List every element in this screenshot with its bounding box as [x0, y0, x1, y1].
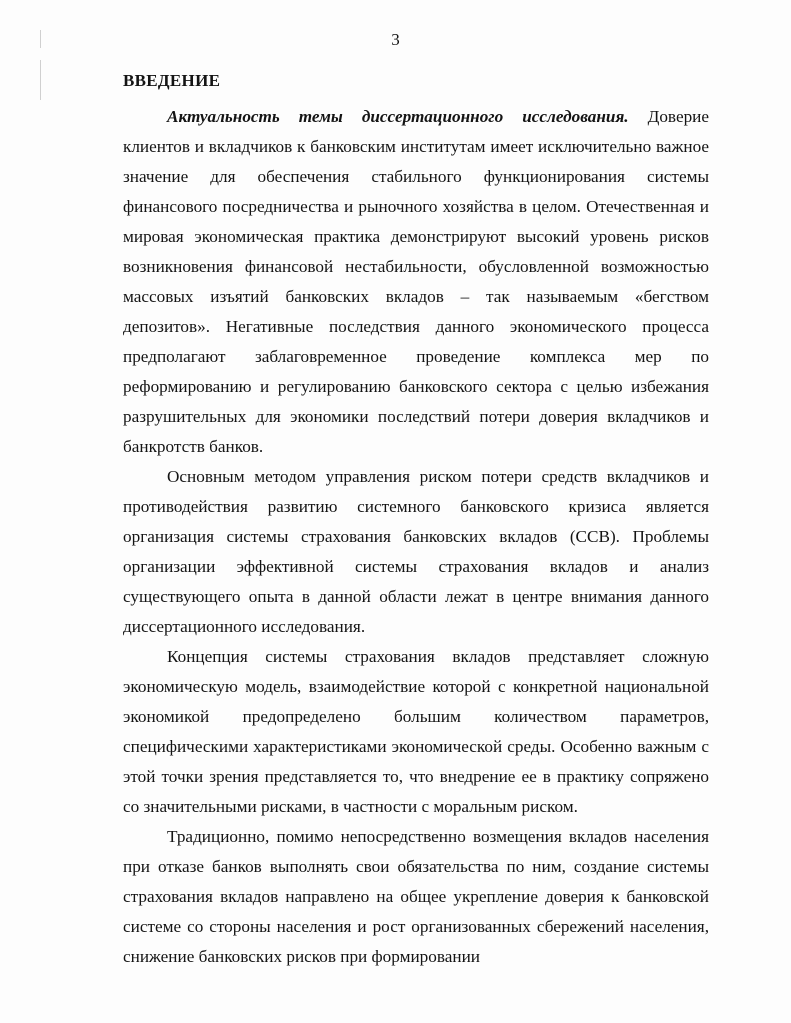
page-number: 3 — [391, 30, 400, 49]
paragraph: Традиционно, помимо непосредственно возмещения вкладов населения при отказе банков выполнять свои обязательства по ним, создание системы страхования вкладов направлено на общее укрепление доверия к банковской системе со стороны населения и рост организованных сбережений населения, снижение банковских рисков при формировании — [123, 827, 709, 966]
paragraph: Основным методом управления риском потери средств вкладчиков и противодействия развитию системного банковского кризиса является организация системы страхования банковских вкладов (ССВ). Проблемы организации эффективной системы страхования вкладов и анализ существующего опыта в данной области лежат в центре внимания данного диссертационного исследования. — [123, 467, 709, 636]
scan-artifact — [40, 60, 41, 100]
paragraph: Концепция системы страхования вкладов представляет сложную экономическую модель, взаимодействие которой с конкретной национальной экономикой предопределено большим количеством параметров, специфическими характеристиками экономической среды. Особенно важным с этой точки зрения представляется то, что внедрение ее в практику сопряжено со значительными рисками, в частности с моральным риском. — [123, 647, 709, 816]
body-text — [123, 102, 709, 972]
paragraph-text: Доверие клиентов и вкладчиков к банковским институтам имеет исключительно важное значение для обеспечения стабильного функционирования системы финансового посредничества и рыночного хозяйства в целом. Отечественная и мировая экономическая практика демонстрируют высокий уровень рисков возникновения финансовой нестабильности, обусловленной возможностью массовых изъятий банковских вкладов – так называемым «бегством депозитов». Негативные последствия данного экономического процесса предполагают заблаговременное проведение комплекса мер по реформированию и регулированию банковского сектора с целью избежания разрушительных для экономики последствий потери доверия вкладчиков и банкротств банков. — [123, 107, 709, 456]
paragraph-lead: Актуальность темы диссертационного исследования. — [167, 107, 629, 126]
section-heading: ВВЕДЕНИЕ — [123, 71, 221, 90]
paragraph — [123, 102, 709, 462]
